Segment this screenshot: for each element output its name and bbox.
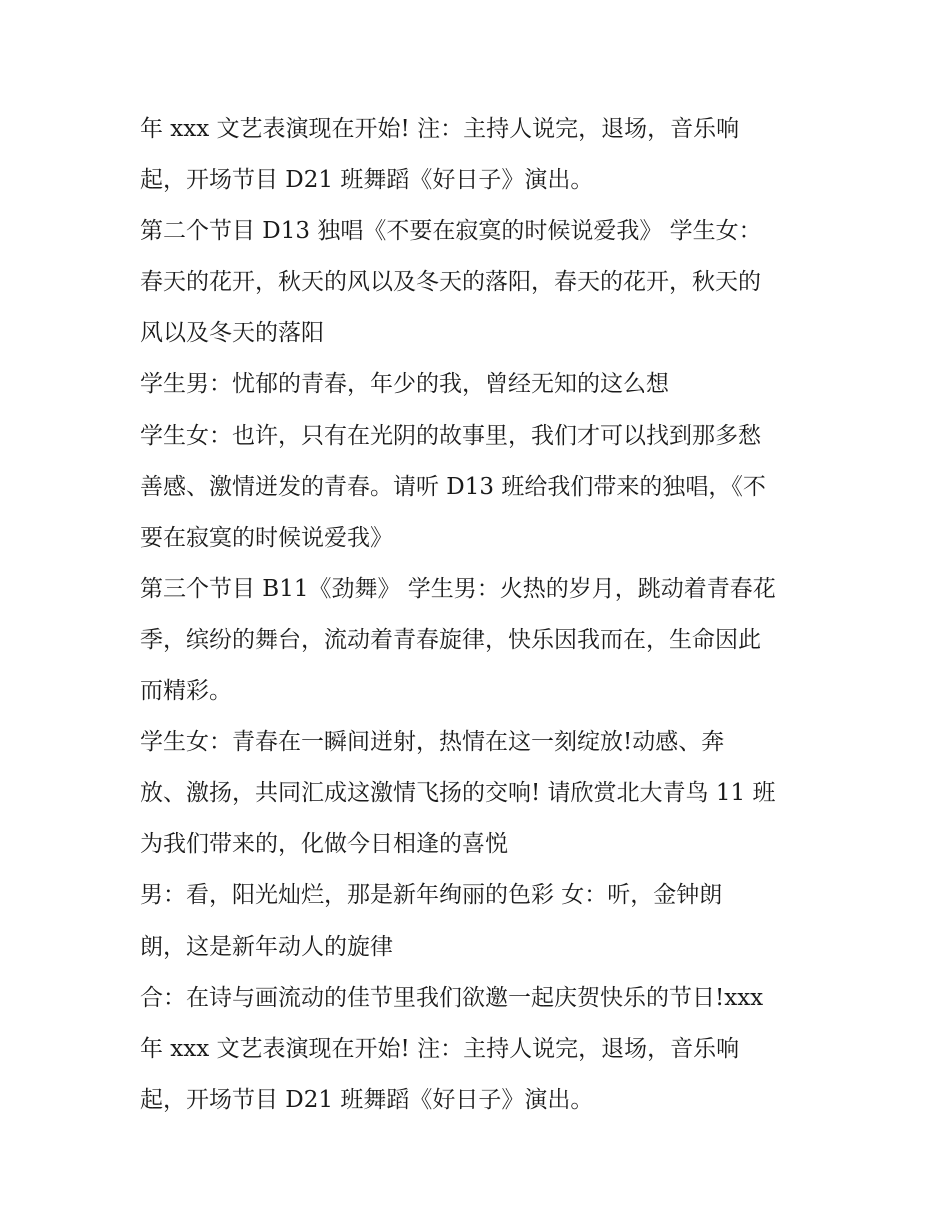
text-line: 第二个节目 D13 独唱《不要在寂寞的时候说爱我》 学生女： <box>140 218 762 245</box>
text-line: 第三个节目 B11《劲舞》 学生男：火热的岁月，跳动着青春花 <box>140 575 776 602</box>
text-line: 季，缤纷的舞台，流动着青春旋律，快乐因我而在，生命因此 <box>140 626 761 653</box>
text-line: 春天的花开，秋天的风以及冬天的落阳，春天的花开，秋天的 <box>140 269 761 296</box>
text-line: 为我们带来的，化做今日相逢的喜悦 <box>140 831 508 858</box>
text-line: 学生女：也许，只有在光阴的故事里，我们才可以找到那多愁 <box>140 422 761 449</box>
text-line: 年 xxx 文艺表演现在开始! 注：主持人说完，退场，音乐响 <box>140 116 740 142</box>
text-line: 合：在诗与画流动的佳节里我们欲邀一起庆贺快乐的节日!xxx <box>140 984 764 1011</box>
text-line: 要在寂寞的时候说爱我》 <box>140 524 393 551</box>
text-line: 善感、激情迸发的青春。请听 D13 班给我们带来的独唱，《不 <box>140 473 766 500</box>
text-line: 年 xxx 文艺表演现在开始! 注：主持人说完，退场，音乐响 <box>140 1035 740 1062</box>
document-body <box>140 112 830 1134</box>
text-line: 放、激扬，共同汇成这激情飞扬的交响! 请欣赏北大青鸟 11 班 <box>140 780 776 807</box>
text-line: 起，开场节目 D21 班舞蹈《好日子》演出。 <box>140 1086 594 1113</box>
text-line: 起，开场节目 D21 班舞蹈《好日子》演出。 <box>140 167 594 194</box>
text-line: 朗，这是新年动人的旋律 <box>140 933 393 960</box>
text-line: 男：看，阳光灿烂，那是新年绚丽的色彩 女：听，金钟朗 <box>140 882 723 909</box>
text-line: 学生男：忧郁的青春，年少的我，曾经无知的这么想 <box>140 371 669 398</box>
text-line: 风以及冬天的落阳 <box>140 320 324 347</box>
text-line: 学生女：青春在一瞬间迸射，热情在这一刻绽放!动感、奔 <box>140 729 725 756</box>
text-line: 而精彩。 <box>140 678 232 705</box>
